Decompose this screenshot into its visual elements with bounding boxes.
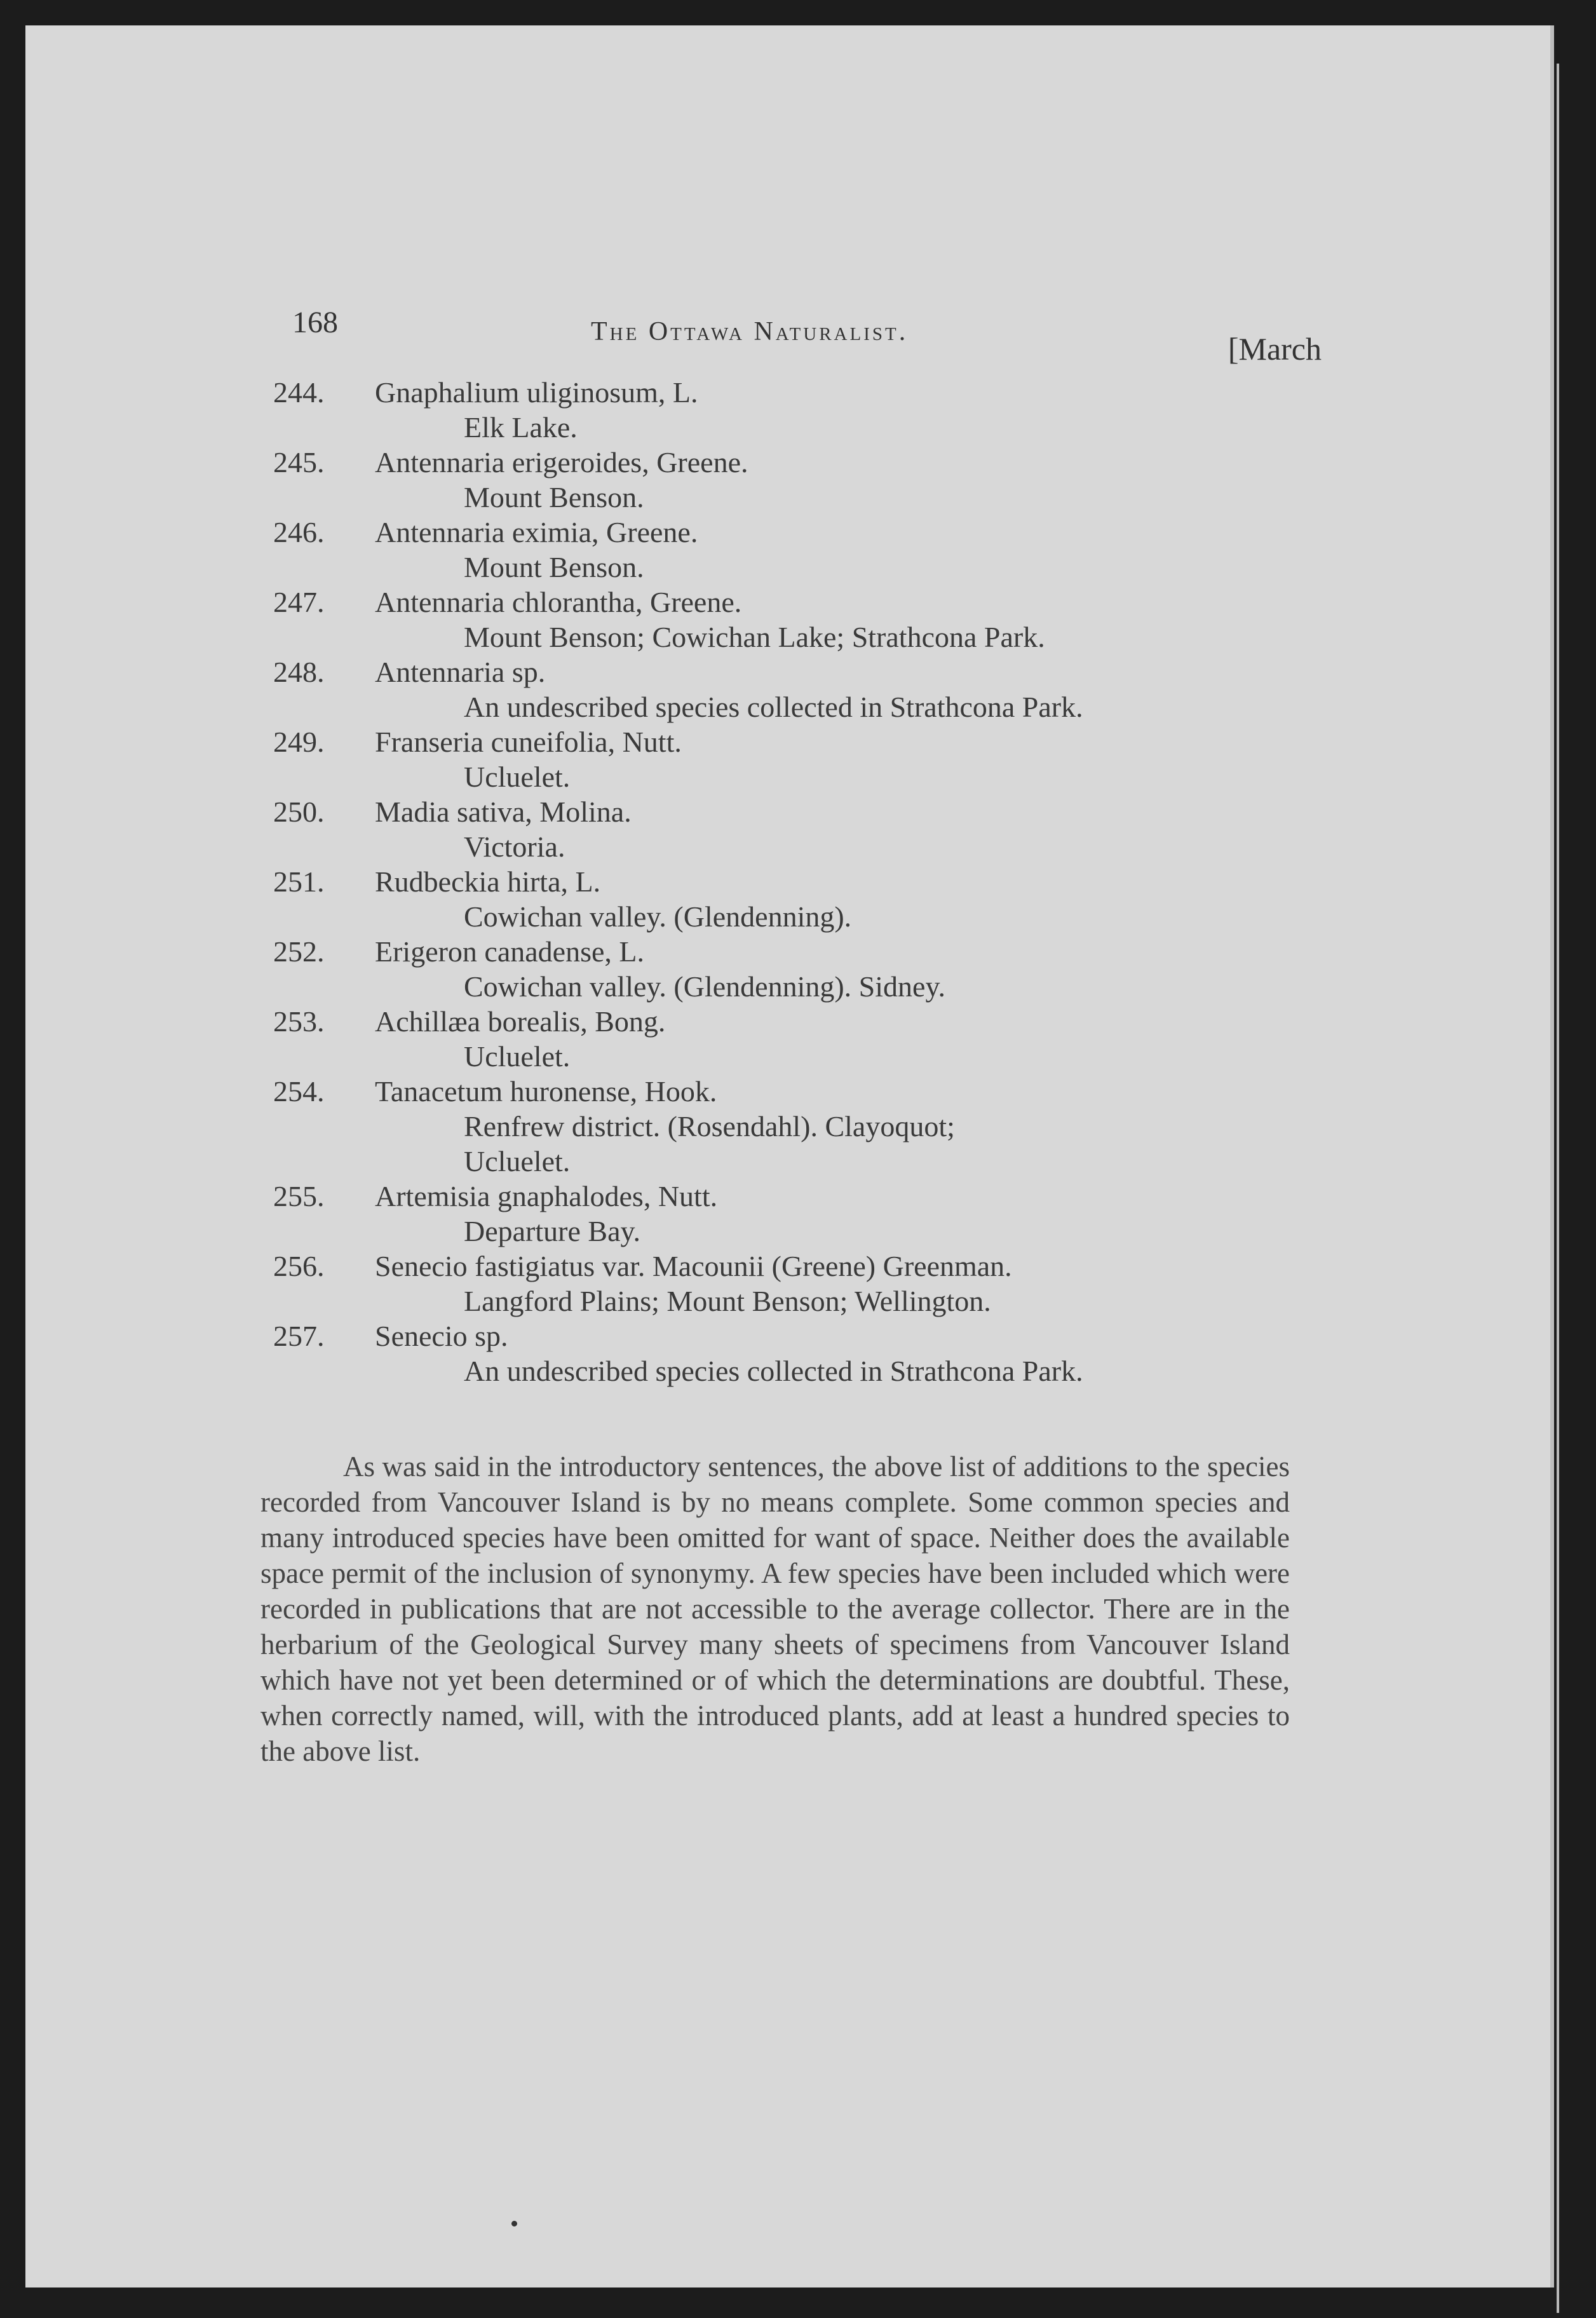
species-list [273, 375, 1353, 1388]
list-item [273, 864, 1353, 934]
species-name: Franseria cuneifolia, Nutt. [375, 726, 682, 758]
locality: An undescribed species collected in Strathcona Park. [464, 1355, 1083, 1387]
species-name: Madia sativa, Molina. [375, 796, 632, 828]
locality: Ucluelet. [464, 761, 571, 793]
list-item [273, 654, 1353, 724]
list-item [273, 724, 1353, 794]
entry-number: 253. [273, 1005, 325, 1038]
locality: Victoria. [464, 830, 565, 863]
list-item [273, 1318, 1353, 1388]
locality: Mount Benson; Cowichan Lake; Strathcona Park. [464, 621, 1045, 653]
closing-paragraph: As was said in the introductory sentences, the above list of additions to the species recorded from Vancouver Island is by no means complete. Some common species and many introduced species have been omitted for want of space. Neither does the available space permit of the inclusion of synonymy. A few species have been included which were recorded in publications that are not accessible to the average collector. There are in the herbarium of the Geological Survey many sheets of specimens from Vancouver Island which have not yet been determined or of which the determinations are doubtful. These, when correctly named, will, with the introduced plants, add at least a hundred species to the above list. [260, 1451, 1290, 1767]
issue-month: [March [1227, 331, 1322, 367]
locality: Mount Benson. [464, 551, 644, 583]
entry-number: 256. [273, 1250, 325, 1282]
species-name: Senecio sp. [375, 1320, 508, 1352]
species-name: Antennaria chlorantha, Greene. [375, 586, 742, 618]
species-name: Artemisia gnaphalodes, Nutt. [375, 1180, 718, 1212]
locality: Cowichan valley. (Glendenning). Sidney. [464, 970, 945, 1003]
list-item [273, 934, 1353, 1004]
locality: Departure Bay. [464, 1215, 640, 1247]
entry-number: 251. [273, 865, 325, 898]
list-item [273, 1074, 1353, 1179]
entry-number: 245. [273, 446, 325, 478]
list-item [273, 585, 1353, 654]
locality: Elk Lake. [464, 411, 578, 444]
entry-number: 252. [273, 935, 325, 968]
species-name: Antennaria eximia, Greene. [375, 516, 698, 548]
list-item [273, 1004, 1353, 1074]
species-name: Antennaria erigeroides, Greene. [375, 446, 748, 478]
locality: Renfrew district. (Rosendahl). Clayoquot; [464, 1110, 955, 1142]
list-item [273, 794, 1353, 864]
locality: Cowichan valley. (Glendenning). [464, 900, 852, 933]
locality: Langford Plains; Mount Benson; Wellington. [464, 1285, 991, 1317]
entry-number: 247. [273, 586, 325, 618]
entry-number: 246. [273, 516, 325, 548]
running-title: The Ottawa Naturalist. [591, 317, 909, 346]
list-item [273, 515, 1353, 585]
entry-number: 249. [273, 726, 325, 758]
entry-number: 244. [273, 376, 325, 409]
entry-number: 248. [273, 656, 325, 688]
page-edge [1557, 64, 1559, 2313]
page-number: 168 [292, 306, 338, 339]
entry-number: 254. [273, 1075, 325, 1108]
list-item [273, 445, 1353, 515]
species-name: Achillæa borealis, Bong. [375, 1005, 666, 1038]
entry-number: 255. [273, 1180, 325, 1212]
locality: An undescribed species collected in Strathcona Park. [464, 691, 1083, 723]
page-header [292, 305, 1322, 367]
entry-number: 257. [273, 1320, 325, 1352]
print-speck [511, 2221, 517, 2226]
list-item [273, 375, 1353, 445]
species-name: Erigeron canadense, L. [375, 935, 645, 968]
locality: Mount Benson. [464, 481, 644, 513]
entry-number: 250. [273, 796, 325, 828]
list-item [273, 1179, 1353, 1249]
locality-continued: Ucluelet. [464, 1145, 571, 1177]
locality: Ucluelet. [464, 1040, 571, 1073]
species-name: Gnaphalium uliginosum, L. [375, 376, 698, 409]
list-item [273, 1249, 1353, 1318]
species-name: Senecio fastigiatus var. Macounii (Greene) Greenman. [375, 1250, 1012, 1282]
species-name: Antennaria sp. [375, 656, 546, 688]
species-name: Tanacetum huronense, Hook. [375, 1075, 717, 1108]
species-name: Rudbeckia hirta, L. [375, 865, 601, 898]
